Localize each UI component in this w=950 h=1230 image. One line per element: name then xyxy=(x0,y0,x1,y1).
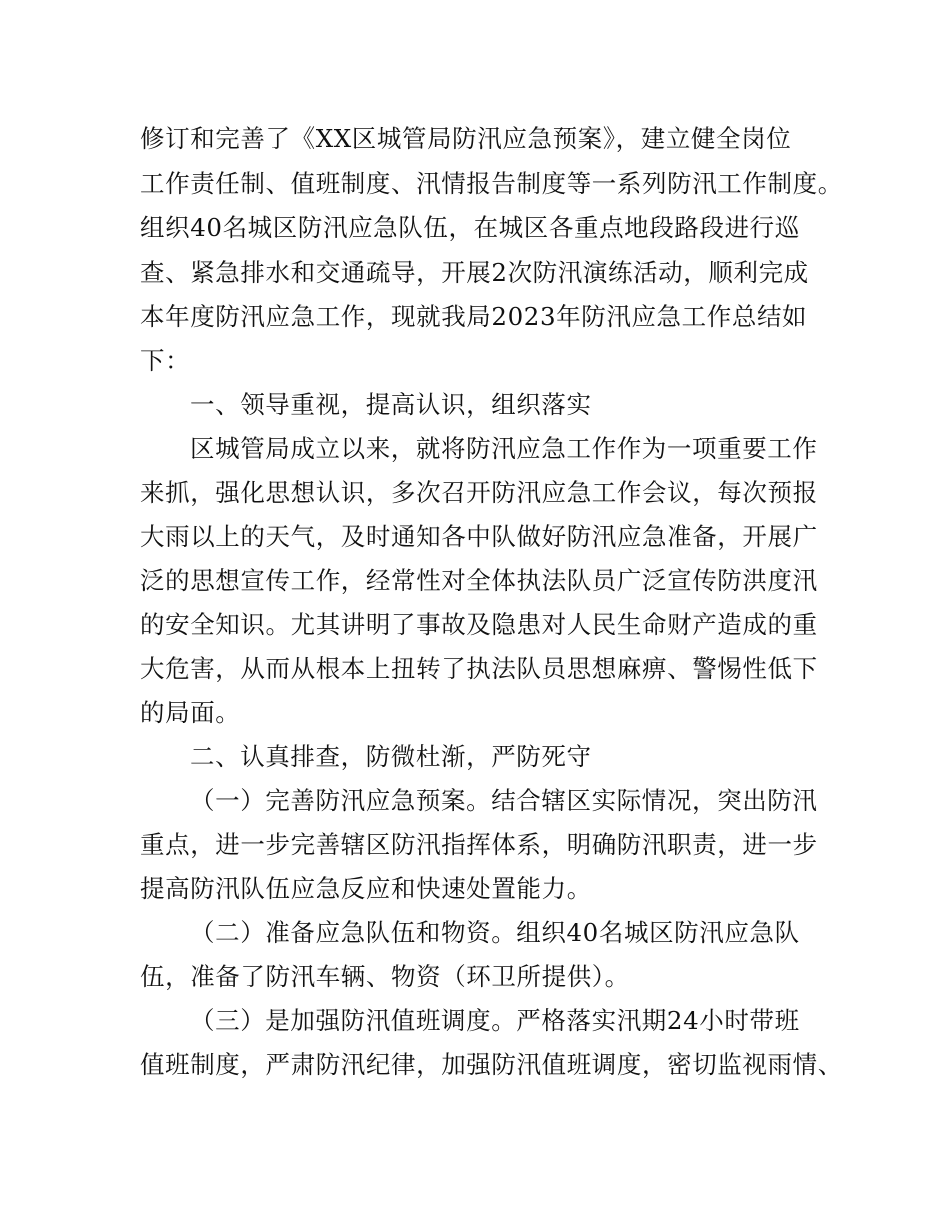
text-line: 的安全知识。尤其讲明了事故及隐患对人民生命财产造成的重 xyxy=(140,610,818,639)
text-line: 大雨以上的天气，及时通知各中队做好防汛应急准备，开展广 xyxy=(140,522,818,551)
text-line: 值班制度，严肃防汛纪律，加强防汛值班调度，密切监视雨情、 xyxy=(140,1050,843,1079)
paragraph-start: （三）是加强防汛值班调度。严格落实汛期24小时带班 xyxy=(190,1006,800,1035)
text-line: 伍，准备了防汛车辆、物资（环卫所提供）。 xyxy=(140,962,630,991)
paragraph-start: （二）准备应急队伍和物资。组织40名城区防汛应急队 xyxy=(190,918,800,947)
text-line: 泛的思想宣传工作，经常性对全体执法队员广泛宣传防洪度汛 xyxy=(140,566,818,595)
text-line: 大危害，从而从根本上扭转了执法队员思想麻痹、警惕性低下 xyxy=(140,654,818,683)
text-line: 组织40名城区防汛应急队伍，在城区各重点地段路段进行巡 xyxy=(140,213,800,242)
text-line: 的局面。 xyxy=(140,698,241,727)
section-heading-2: 二、认真排查，防微杜渐，严防死守 xyxy=(190,742,592,771)
paragraph-start: （一）完善防汛应急预案。结合辖区实际情况，突出防汛 xyxy=(190,786,818,815)
text-line: 来抓，强化思想认识，多次召开防汛应急工作会议，每次预报 xyxy=(140,478,818,507)
text-line: 重点，进一步完善辖区防汛指挥体系，明确防汛职责，进一步 xyxy=(140,830,818,859)
text-line: 下： xyxy=(140,346,191,375)
text-line: 工作责任制、值班制度、汛情报告制度等一系列防汛工作制度。 xyxy=(140,169,843,198)
text-line: 提高防汛队伍应急反应和快速处置能力。 xyxy=(140,874,592,903)
section-heading-1: 一、领导重视，提高认识，组织落实 xyxy=(190,390,592,419)
paragraph-start: 区城管局成立以来，就将防汛应急工作作为一项重要工作 xyxy=(190,434,818,463)
text-line: 查、紧急排水和交通疏导，开展2次防汛演练活动，顺利完成 xyxy=(140,258,809,287)
text-line: 修订和完善了《XX区城管局防汛应急预案》，建立健全岗位 xyxy=(140,124,792,153)
text-line: 本年度防汛应急工作，现就我局2023年防汛应急工作总结如 xyxy=(140,302,808,331)
